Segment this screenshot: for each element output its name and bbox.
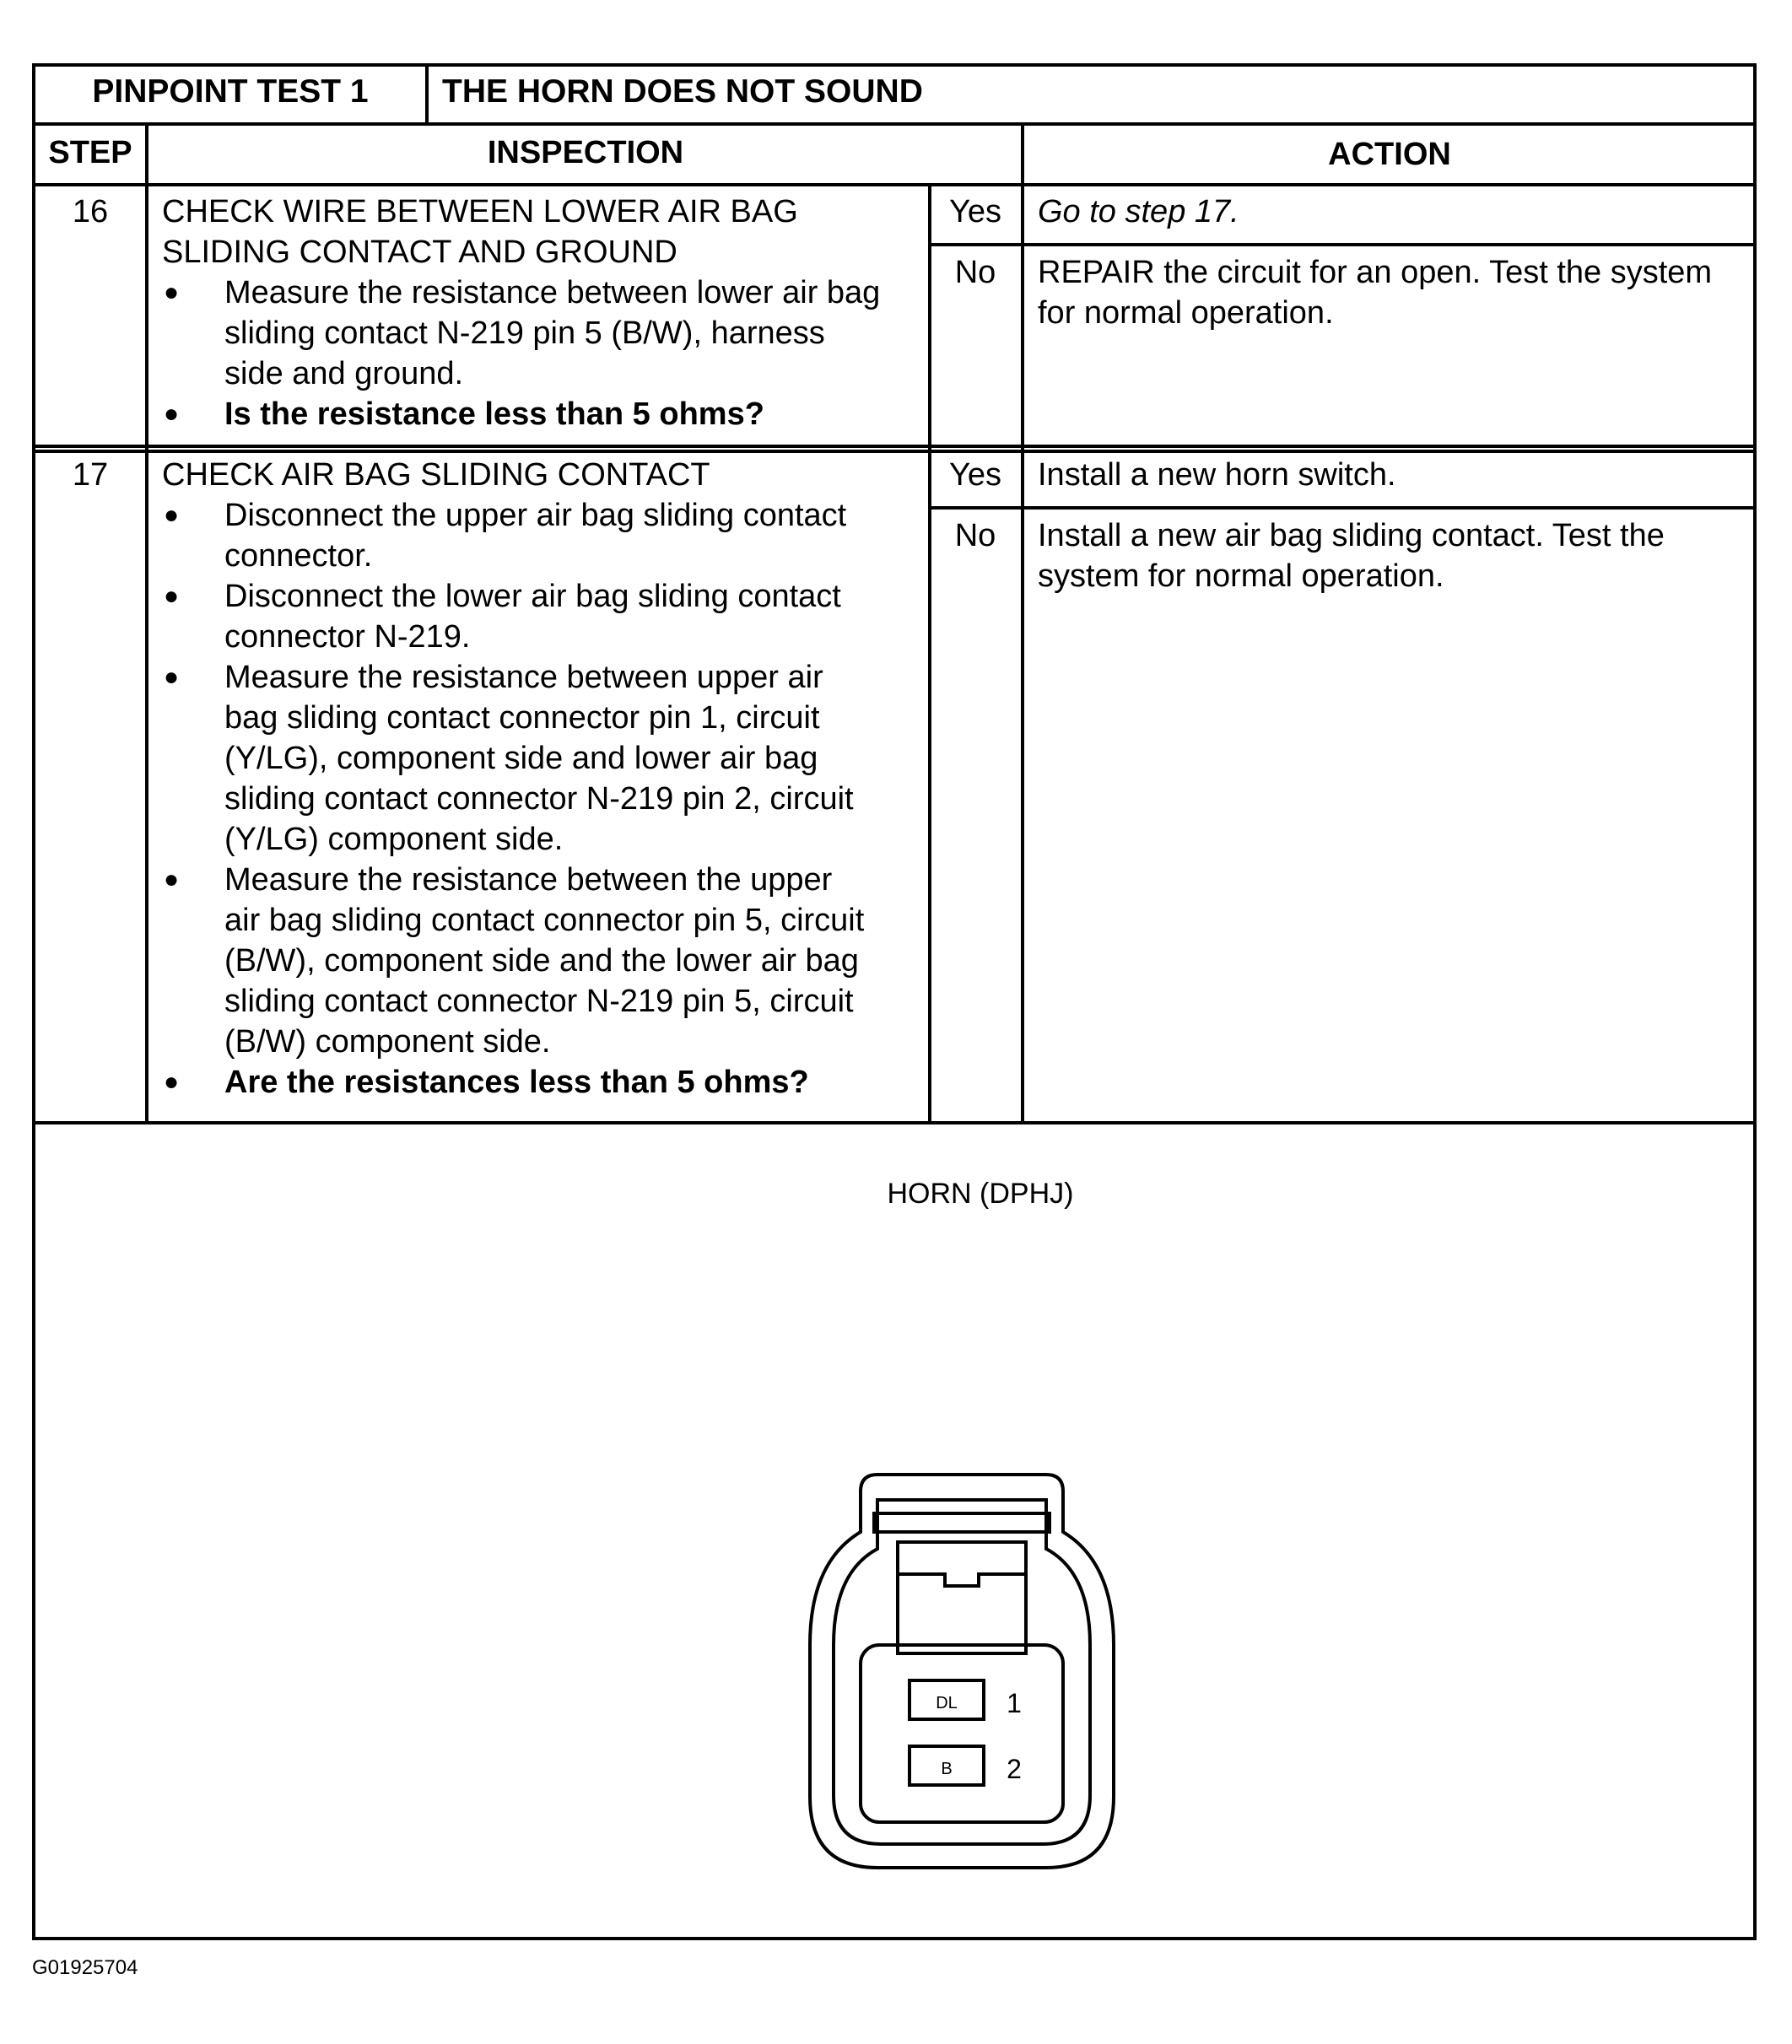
- step-16-heading-line: SLIDING CONTACT AND GROUND: [162, 235, 677, 270]
- bullet-line: Measure the resistance between the upper: [224, 862, 833, 898]
- no-action-line: for normal operation.: [1038, 295, 1334, 331]
- terminal-block: [861, 1645, 1063, 1822]
- bullet-line: sliding contact connector N-219 pin 2, circuit: [224, 781, 854, 817]
- step-17-number: 17: [72, 457, 109, 493]
- no-action-line: REPAIR the circuit for an open. Test the system: [1038, 255, 1713, 290]
- step-16-no-label: No: [954, 255, 996, 290]
- step-16-heading: [162, 191, 798, 272]
- no-action-line: Install a new air bag sliding contact. Test the: [1038, 518, 1665, 553]
- column-action: ACTION: [1328, 137, 1451, 172]
- bullet-line: sliding contact N-219 pin 5 (B/W), harness: [224, 315, 825, 351]
- header-rule: [35, 122, 1757, 126]
- test-label: PINPOINT TEST 1: [92, 73, 369, 110]
- bullet-icon: ●: [164, 501, 180, 529]
- terminal-2-pin: 2: [1007, 1754, 1022, 1784]
- connector-latch-notch: [898, 1574, 1026, 1586]
- step-17-bullet-2: [224, 576, 841, 657]
- terminal-1-pin: 1: [1007, 1688, 1022, 1718]
- horn-connector-diagram: [793, 1468, 1131, 1890]
- terminal-2-code: B: [941, 1760, 953, 1778]
- step-16-question: Is the resistance less than 5 ohms?: [224, 396, 764, 432]
- step-16-number: 16: [72, 194, 109, 229]
- step-17-yes-no-rule: [928, 506, 1757, 510]
- inspection-column-line: [928, 183, 931, 1123]
- step-17-bullet-3: [224, 657, 854, 860]
- bullet-line: air bag sliding contact connector pin 5, circuit: [224, 903, 865, 938]
- column-header-rule: [35, 183, 1757, 186]
- step-16-bullet-1: [224, 272, 880, 394]
- bullet-line: side and ground.: [224, 356, 464, 391]
- step-16-yes-label: Yes: [949, 194, 1001, 229]
- bullet-line: connector.: [224, 538, 373, 574]
- column-step: STEP: [48, 135, 132, 170]
- bullet-icon: ●: [164, 278, 180, 306]
- header-divider: [425, 67, 429, 124]
- step-17-bottom-rule: [35, 1121, 1757, 1124]
- step-17-bullet-4: [224, 860, 864, 1062]
- bullet-icon: ●: [164, 582, 180, 610]
- step-17-heading: CHECK AIR BAG SLIDING CONTACT: [162, 457, 710, 493]
- connector-inner-shell: [834, 1500, 1090, 1844]
- step-17-question: Are the resistances less than 5 ohms?: [224, 1065, 809, 1100]
- bullet-icon: ●: [164, 400, 180, 428]
- step-17-yes-label: Yes: [949, 457, 1001, 493]
- bullet-line: (Y/LG) component side.: [224, 822, 564, 857]
- bullet-line: Measure the resistance between upper air: [224, 660, 823, 695]
- no-action-line: system for normal operation.: [1038, 558, 1444, 594]
- step-16-yes-action: Go to step 17.: [1038, 194, 1239, 229]
- step-17-no-label: No: [954, 518, 996, 553]
- figure-code: G01925704: [32, 1956, 138, 1979]
- step-17-yes-action: Install a new horn switch.: [1038, 457, 1396, 493]
- bullet-line: connector N-219.: [224, 619, 471, 655]
- terminal-1-code: DL: [936, 1694, 958, 1712]
- bullet-line: (B/W) component side.: [224, 1024, 551, 1060]
- column-inspection: INSPECTION: [487, 135, 684, 170]
- step-16-yes-no-rule: [928, 243, 1757, 246]
- bullet-icon: ●: [164, 1068, 180, 1096]
- bullet-line: Disconnect the lower air bag sliding contact: [224, 579, 841, 614]
- step-16-bottom-rule: [35, 445, 1757, 448]
- step-17-bullet-1: [224, 495, 846, 576]
- diagram-title: HORN (DPHJ): [887, 1178, 1074, 1210]
- connector-lock-tab: [874, 1513, 1050, 1532]
- test-title: THE HORN DOES NOT SOUND: [442, 73, 923, 110]
- bullet-line: bag sliding contact connector pin 1, circuit: [224, 700, 820, 736]
- connector-latch: [898, 1542, 1026, 1653]
- bullet-line: (B/W), component side and the lower air bag: [224, 943, 859, 979]
- step-16-heading-line: CHECK WIRE BETWEEN LOWER AIR BAG: [162, 194, 798, 229]
- step-16-bottom-rule-double: [35, 450, 1757, 453]
- bullet-icon: ●: [164, 663, 180, 691]
- bullet-line: Measure the resistance between lower air bag: [224, 275, 881, 310]
- step-16-no-action: [1038, 252, 1712, 333]
- bullet-line: Disconnect the upper air bag sliding contact: [224, 498, 847, 533]
- bullet-line: sliding contact connector N-219 pin 5, circuit: [224, 984, 854, 1019]
- step-17-no-action: [1038, 515, 1665, 596]
- bullet-line: (Y/LG), component side and lower air bag: [224, 741, 818, 776]
- step-column-line: [145, 122, 148, 1123]
- bullet-icon: ●: [164, 866, 180, 893]
- action-column-line: [1021, 122, 1024, 1123]
